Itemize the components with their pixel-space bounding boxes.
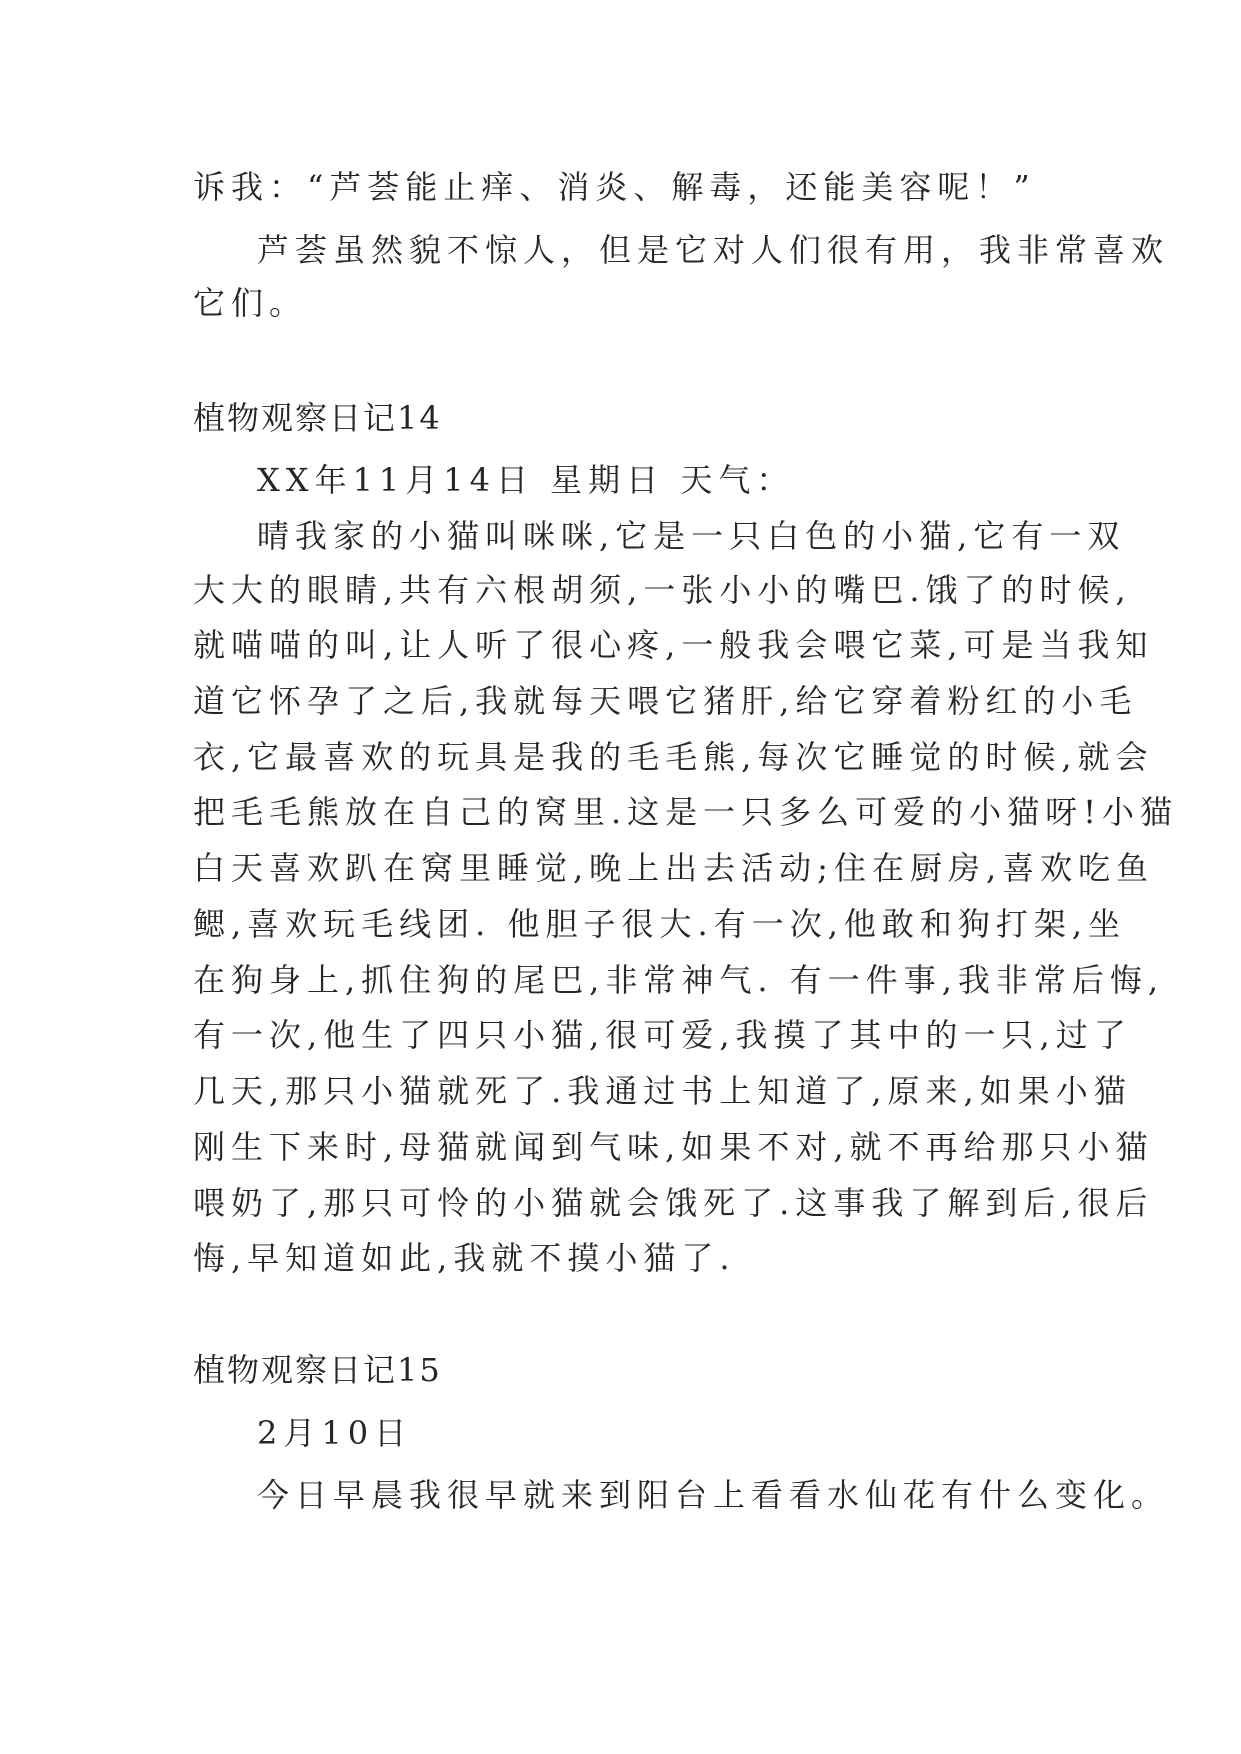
entry14-body-line: 有一次,他生了四只小猫,很可爱,我摸了其中的一只,过了 — [193, 1016, 1132, 1054]
entry14-body-line: 把毛毛熊放在自己的窝里.这是一只多么可爱的小猫呀!小猫 — [193, 793, 1179, 831]
entry14-body-line: 晴我家的小猫叫咪咪,它是一只白色的小猫,它有一双 — [257, 517, 1126, 555]
entry15-body-line: 今日早晨我很早就来到阳台上看看水仙花有什么变化。 — [257, 1476, 1170, 1514]
entry14-body-line: 鳃,喜欢玩毛线团. 他胆子很大.有一次,他敢和狗打架,坐 — [193, 905, 1127, 943]
entry15-date-line: 2月10日 — [257, 1414, 413, 1452]
intro-line: 它们。 — [193, 284, 308, 322]
intro-line: 诉我：“芦荟能止痒、消炎、解毒，还能美容呢！” — [193, 168, 1036, 206]
entry14-body-line: 喂奶了,那只可怜的小猫就会饿死了.这事我了解到后,很后 — [193, 1184, 1154, 1222]
entry14-body-line: 悔,早知道如此,我就不摸小猫了. — [193, 1239, 736, 1277]
entry14-body-line: 几天,那只小猫就死了.我通过书上知道了,原来,如果小猫 — [193, 1072, 1132, 1110]
entry14-date-line: XX年11月14日 星期日 天气： — [257, 461, 795, 499]
entry14-body-line: 在狗身上,抓住狗的尾巴,非常神气. 有一件事,我非常后悔, — [193, 961, 1165, 999]
entry14-body-line: 白天喜欢趴在窝里睡觉,晚上出去活动;住在厨房,喜欢吃鱼 — [193, 849, 1155, 887]
entry15-title: 植物观察日记15 — [193, 1351, 442, 1389]
entry14-body-line: 道它怀孕了之后,我就每天喂它猪肝,给它穿着粉红的小毛 — [193, 682, 1138, 720]
entry14-body-line: 大大的眼睛,共有六根胡须,一张小小的嘴巴.饿了的时候, — [193, 571, 1132, 609]
entry14-body-line: 衣,它最喜欢的玩具是我的毛毛熊,每次它睡觉的时候,就会 — [193, 738, 1154, 776]
entry14-body-line: 刚生下来时,母猫就闻到气味,如果不对,就不再给那只小猫 — [193, 1128, 1154, 1166]
intro-line: 芦荟虽然貌不惊人，但是它对人们很有用，我非常喜欢 — [257, 231, 1170, 269]
entry14-body-line: 就喵喵的叫,让人听了很心疼,一般我会喂它菜,可是当我知 — [193, 626, 1154, 664]
entry14-title: 植物观察日记14 — [193, 399, 442, 437]
